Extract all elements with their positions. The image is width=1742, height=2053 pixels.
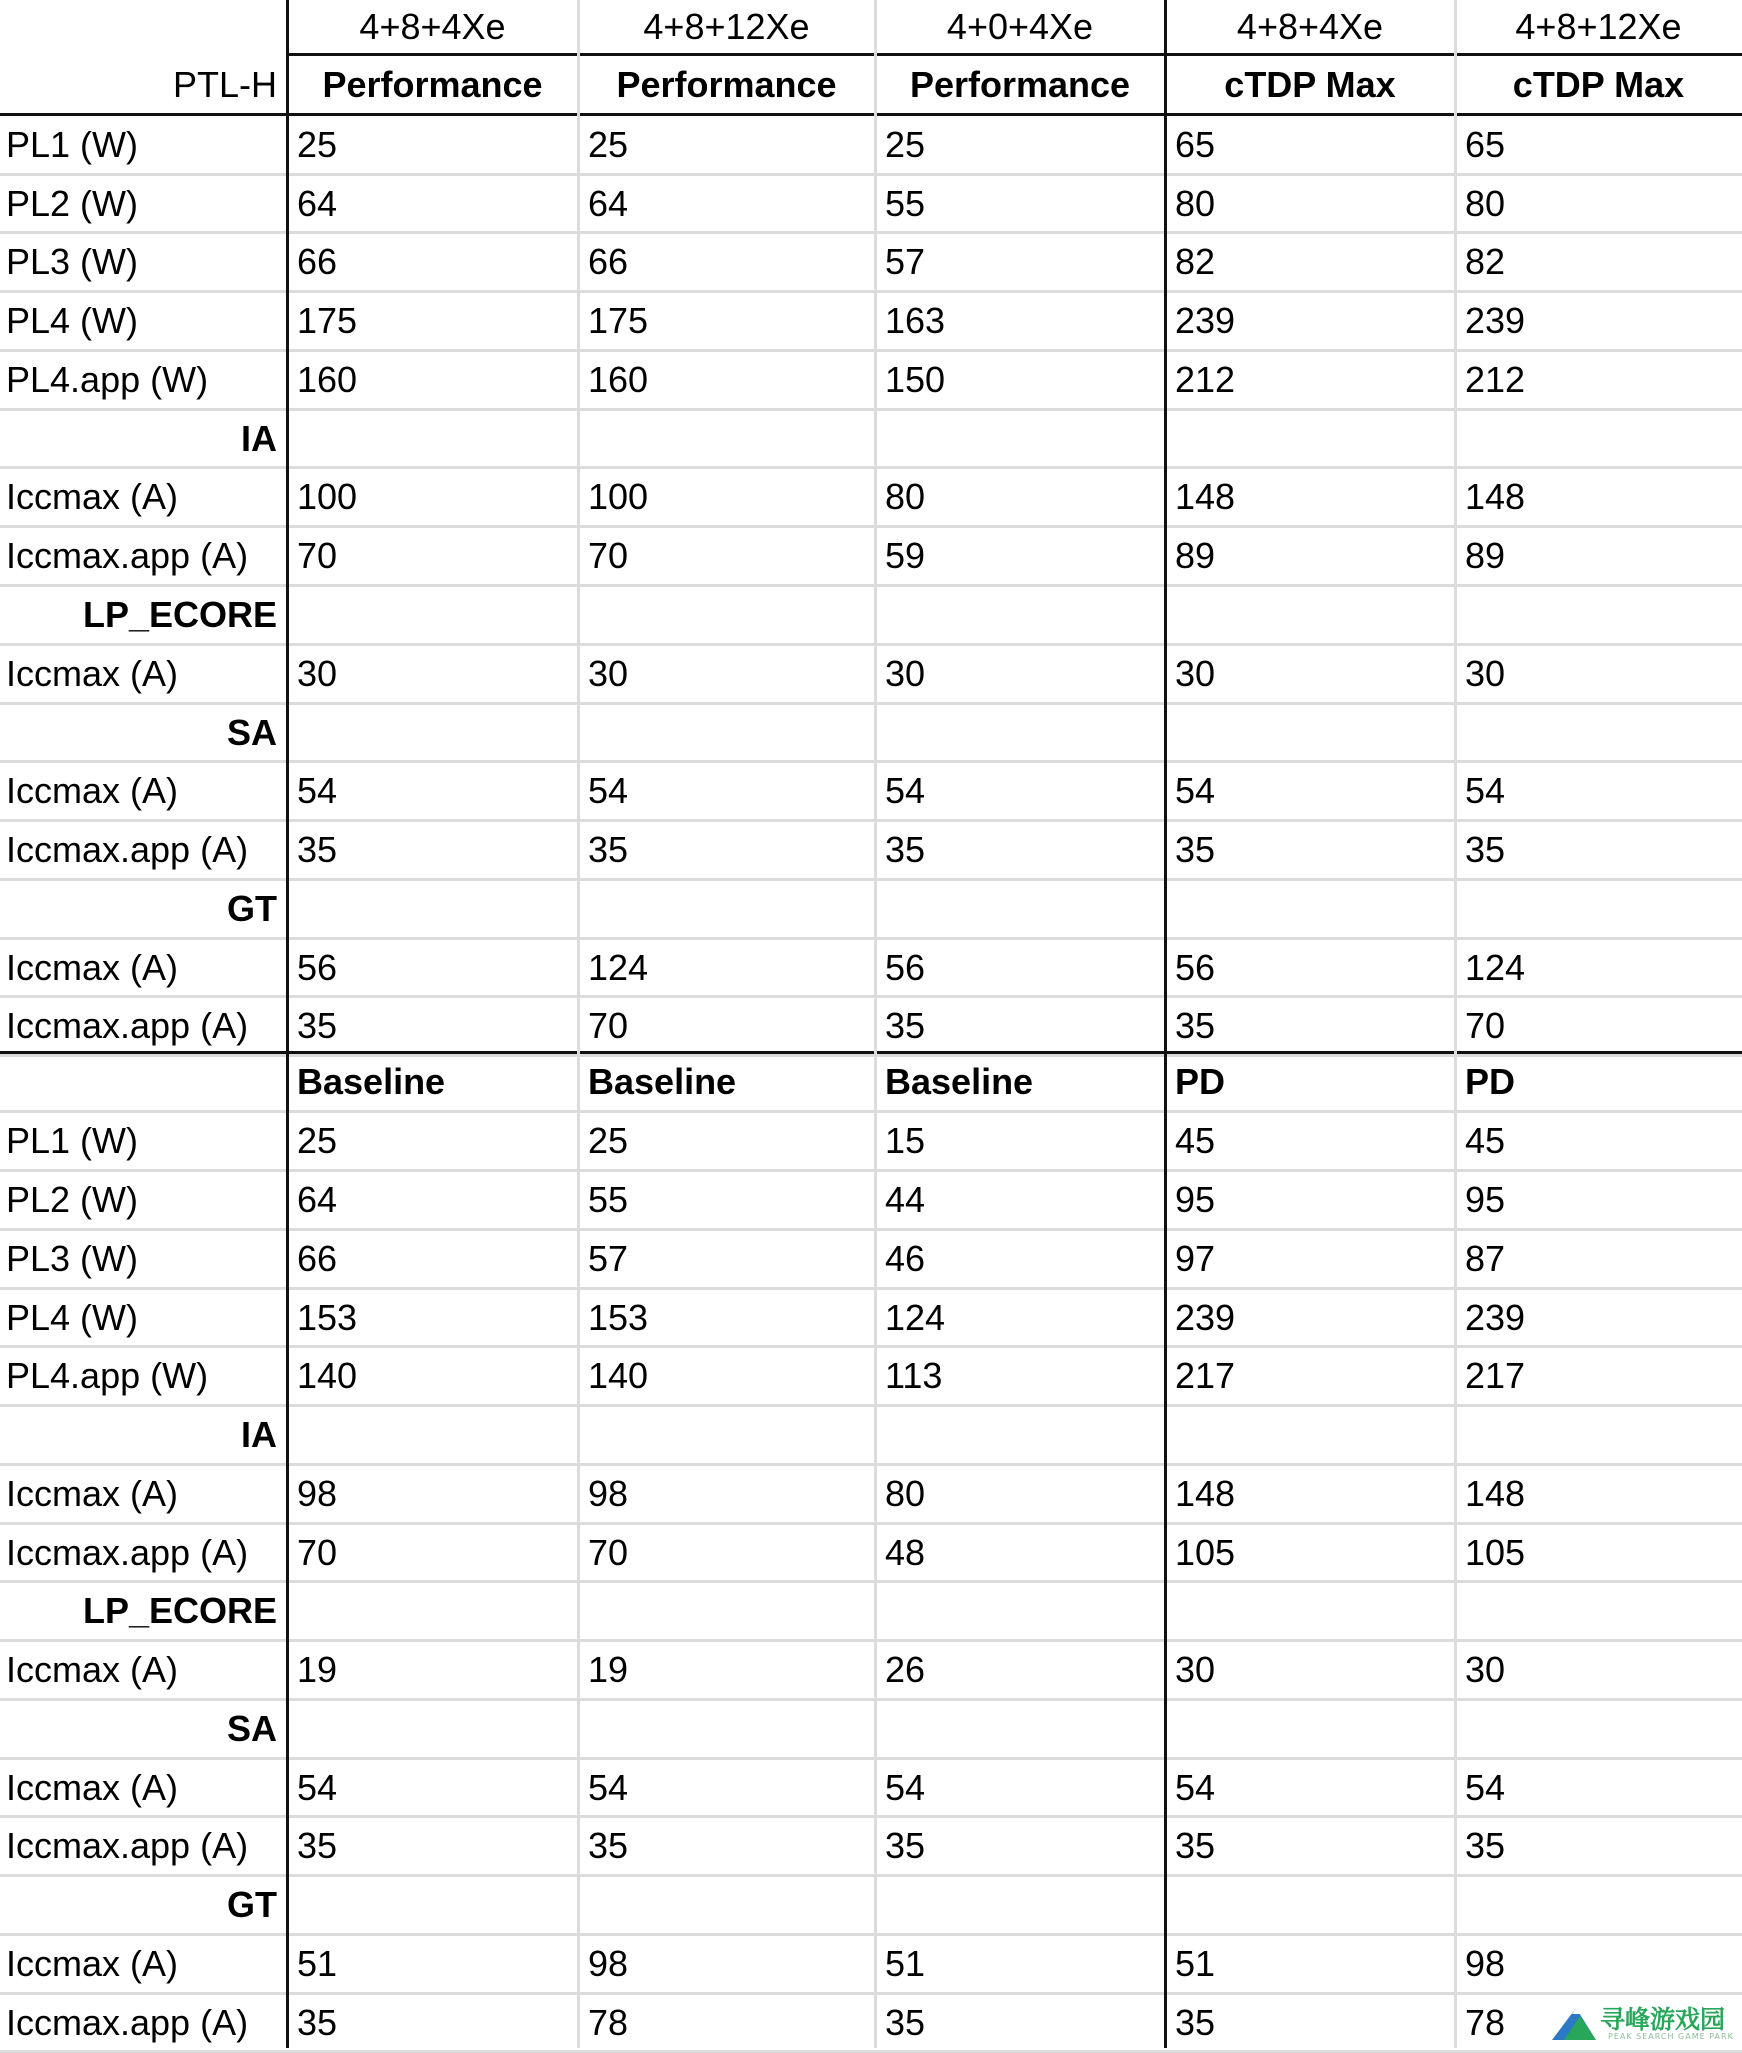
table-cell: 56	[885, 947, 926, 988]
mode-header: PD	[1465, 1060, 1516, 1102]
row-label: Iccmax (A)	[6, 1649, 179, 1690]
table-cell: 148	[1465, 476, 1526, 517]
table-cell: 35	[1465, 829, 1506, 870]
column-rule	[1164, 0, 1167, 2048]
mode-header: Performance	[616, 63, 837, 105]
table-cell: 64	[588, 183, 629, 224]
row-label: Iccmax.app (A)	[6, 1005, 249, 1046]
row-label: PL3 (W)	[6, 241, 139, 282]
table-cell: 30	[1175, 1649, 1216, 1690]
table-cell: 55	[885, 183, 926, 224]
table-cell: 25	[297, 1120, 338, 1161]
table-cell: 35	[1465, 1825, 1506, 1866]
table-cell: 239	[1175, 300, 1236, 341]
row-label: Iccmax (A)	[6, 947, 179, 988]
table-cell: 54	[588, 770, 629, 811]
config-header: 4+8+4Xe	[359, 6, 506, 47]
table-cell: 95	[1465, 1179, 1506, 1220]
table-cell: 65	[1175, 124, 1216, 165]
table-cell: 30	[1175, 653, 1216, 694]
table-cell: 95	[1175, 1179, 1216, 1220]
mode-header: Performance	[909, 63, 1131, 105]
mode-header: Baseline	[588, 1060, 737, 1102]
config-header: 4+8+12Xe	[643, 6, 810, 47]
table-cell: 19	[588, 1649, 629, 1690]
table-cell: 70	[588, 1005, 629, 1046]
table-cell: 148	[1465, 1473, 1526, 1514]
table-cell: 70	[297, 1532, 338, 1573]
row-label: Iccmax.app (A)	[6, 1532, 249, 1573]
row-label: PL1 (W)	[6, 1120, 139, 1161]
table-cell: 65	[1465, 124, 1506, 165]
table-cell: 25	[588, 1120, 629, 1161]
table-cell: 87	[1465, 1238, 1506, 1279]
table-cell: 66	[297, 241, 338, 282]
table-cell: 35	[588, 1825, 629, 1866]
corner-label: PTL-H	[172, 63, 277, 105]
mode-header: PD	[1175, 1060, 1226, 1102]
table-cell: 35	[297, 1825, 338, 1866]
table-cell: 57	[588, 1238, 629, 1279]
row-label: PL4 (W)	[6, 1297, 139, 1338]
table-cell: 124	[1465, 947, 1526, 988]
table-cell: 19	[297, 1649, 338, 1690]
table-cell: 239	[1175, 1297, 1236, 1338]
table-cell: 30	[297, 653, 338, 694]
table-cell: 148	[1175, 1473, 1236, 1514]
row-label: Iccmax.app (A)	[6, 1825, 249, 1866]
table-cell: 98	[588, 1943, 629, 1984]
watermark-text: 寻峰游戏园	[1600, 2005, 1726, 2034]
table-cell: 54	[588, 1767, 629, 1808]
header-rule	[287, 53, 1742, 56]
table-cell: 140	[588, 1355, 649, 1396]
table-cell: 54	[885, 770, 926, 811]
section-label: LP_ECORE	[82, 594, 277, 635]
row-label: Iccmax.app (A)	[6, 535, 249, 576]
table-cell: 82	[1465, 241, 1506, 282]
table-cell: 80	[1175, 183, 1216, 224]
table-cell: 212	[1175, 359, 1236, 400]
table-cell: 212	[1465, 359, 1526, 400]
table-cell: 26	[885, 1649, 926, 1690]
table-cell: 66	[588, 241, 629, 282]
watermark-subtext: PEAK SEARCH GAME PARK	[1608, 2032, 1734, 2041]
mountain-logo-icon	[1550, 2002, 1598, 2042]
column-divider	[577, 0, 580, 2048]
table-cell: 57	[885, 241, 926, 282]
row-label: PL2 (W)	[6, 1179, 139, 1220]
table-cell: 70	[588, 535, 629, 576]
table-cell: 35	[1175, 829, 1216, 870]
table-cell: 35	[885, 1825, 926, 1866]
table-cell: 113	[885, 1355, 943, 1396]
table-cell: 153	[588, 1297, 649, 1338]
table-cell: 78	[1465, 2002, 1506, 2043]
table-cell: 124	[885, 1297, 946, 1338]
section-label: LP_ECORE	[82, 1590, 277, 1631]
config-header: 4+8+12Xe	[1515, 6, 1682, 47]
table-cell: 45	[1175, 1120, 1216, 1161]
table-cell: 78	[588, 2002, 629, 2043]
row-label: PL1 (W)	[6, 124, 139, 165]
watermark-logo	[1550, 1998, 1740, 2046]
table-cell: 48	[885, 1532, 926, 1573]
section-label: GT	[227, 888, 277, 929]
row-label: PL4.app (W)	[6, 1355, 209, 1396]
row-label: Iccmax.app (A)	[6, 2002, 249, 2043]
table-cell: 98	[588, 1473, 629, 1514]
table-cell: 25	[588, 124, 629, 165]
table-cell: 59	[885, 535, 926, 576]
table-cell: 35	[1175, 1825, 1216, 1866]
row-label: Iccmax (A)	[6, 1943, 179, 1984]
table-cell: 54	[885, 1767, 926, 1808]
table-cell: 35	[885, 2002, 926, 2043]
table-cell: 100	[588, 476, 649, 517]
table-cell: 54	[1175, 770, 1216, 811]
table-cell: 89	[1465, 535, 1506, 576]
table-cell: 98	[297, 1473, 338, 1514]
section-label: IA	[241, 1414, 277, 1455]
table-cell: 239	[1465, 300, 1526, 341]
table-cell: 30	[885, 653, 926, 694]
section-label: GT	[227, 1884, 277, 1925]
row-label: PL4 (W)	[6, 300, 139, 341]
table-cell: 160	[588, 359, 649, 400]
table-cell: 35	[297, 2002, 338, 2043]
table-cell: 150	[885, 359, 946, 400]
table-cell: 217	[1465, 1355, 1526, 1396]
table-cell: 163	[885, 300, 946, 341]
table-cell: 35	[588, 829, 629, 870]
column-divider	[1454, 0, 1457, 2048]
mode-header: Performance	[322, 63, 543, 105]
table-cell: 100	[297, 476, 358, 517]
column-rule	[286, 0, 289, 2048]
table-cell: 175	[588, 300, 649, 341]
row-label: PL4.app (W)	[6, 359, 209, 400]
table-cell: 98	[1465, 1943, 1506, 1984]
table-cell: 46	[885, 1238, 926, 1279]
row-label: Iccmax (A)	[6, 770, 179, 811]
table-cell: 54	[1175, 1767, 1216, 1808]
row-label: Iccmax.app (A)	[6, 829, 249, 870]
table-cell: 51	[885, 1943, 926, 1984]
table-cell: 66	[297, 1238, 338, 1279]
table-cell: 140	[297, 1355, 358, 1396]
table-cell: 45	[1465, 1120, 1506, 1161]
table-cell: 51	[297, 1943, 338, 1984]
section-label: SA	[226, 1708, 277, 1749]
table-cell: 105	[1175, 1532, 1236, 1573]
table-cell: 239	[1465, 1297, 1526, 1338]
table-cell: 55	[588, 1179, 629, 1220]
table-cell: 15	[885, 1120, 926, 1161]
table-cell: 70	[1465, 1005, 1506, 1046]
table-cell: 124	[588, 947, 649, 988]
table-cell: 56	[1175, 947, 1216, 988]
table-cell: 25	[885, 124, 926, 165]
table-cell: 80	[885, 476, 926, 517]
table-cell: 54	[297, 770, 338, 811]
row-label: Iccmax (A)	[6, 1767, 179, 1808]
table-cell: 80	[1465, 183, 1506, 224]
mode-header: cTDP Max	[1512, 63, 1685, 105]
table-cell: 30	[588, 653, 629, 694]
config-header: 4+0+4Xe	[946, 6, 1094, 47]
mode-header: Baseline	[885, 1060, 1034, 1102]
table-cell: 64	[297, 1179, 338, 1220]
table-cell: 35	[297, 1005, 338, 1046]
table-cell: 51	[1175, 1943, 1216, 1984]
table-cell: 82	[1175, 241, 1216, 282]
section-label: SA	[226, 712, 277, 753]
column-divider	[874, 0, 877, 2048]
table-cell: 70	[297, 535, 338, 576]
table-cell: 35	[885, 1005, 926, 1046]
table-cell: 35	[1175, 2002, 1216, 2043]
table-cell: 56	[297, 947, 338, 988]
section-label: IA	[241, 418, 277, 459]
table-cell: 160	[297, 359, 358, 400]
table-cell: 35	[297, 829, 338, 870]
row-label: Iccmax (A)	[6, 476, 179, 517]
table-cell: 35	[885, 829, 926, 870]
table-cell: 175	[297, 300, 358, 341]
table-cell: 64	[297, 183, 338, 224]
table-cell: 25	[297, 124, 338, 165]
config-header: 4+8+4Xe	[1236, 6, 1384, 47]
table-cell: 89	[1175, 535, 1216, 576]
row-label: PL3 (W)	[6, 1238, 139, 1279]
table-cell: 148	[1175, 476, 1236, 517]
row-label: Iccmax (A)	[6, 653, 179, 694]
row-label: Iccmax (A)	[6, 1473, 179, 1514]
table-cell: 105	[1465, 1532, 1526, 1573]
table-cell: 30	[1465, 1649, 1506, 1690]
row-label: PL2 (W)	[6, 183, 139, 224]
mode-header: cTDP Max	[1224, 63, 1396, 105]
table-cell: 30	[1465, 653, 1506, 694]
table-cell: 70	[588, 1532, 629, 1573]
table-cell: 97	[1175, 1238, 1216, 1279]
mode-header: Baseline	[297, 1060, 446, 1102]
table-cell: 217	[1175, 1355, 1236, 1396]
table-cell: 54	[297, 1767, 338, 1808]
table-cell: 44	[885, 1179, 926, 1220]
table-cell: 54	[1465, 770, 1506, 811]
table-cell: 80	[885, 1473, 926, 1514]
table-cell: 153	[297, 1297, 358, 1338]
table-cell: 35	[1175, 1005, 1216, 1046]
table-cell: 54	[1465, 1767, 1506, 1808]
